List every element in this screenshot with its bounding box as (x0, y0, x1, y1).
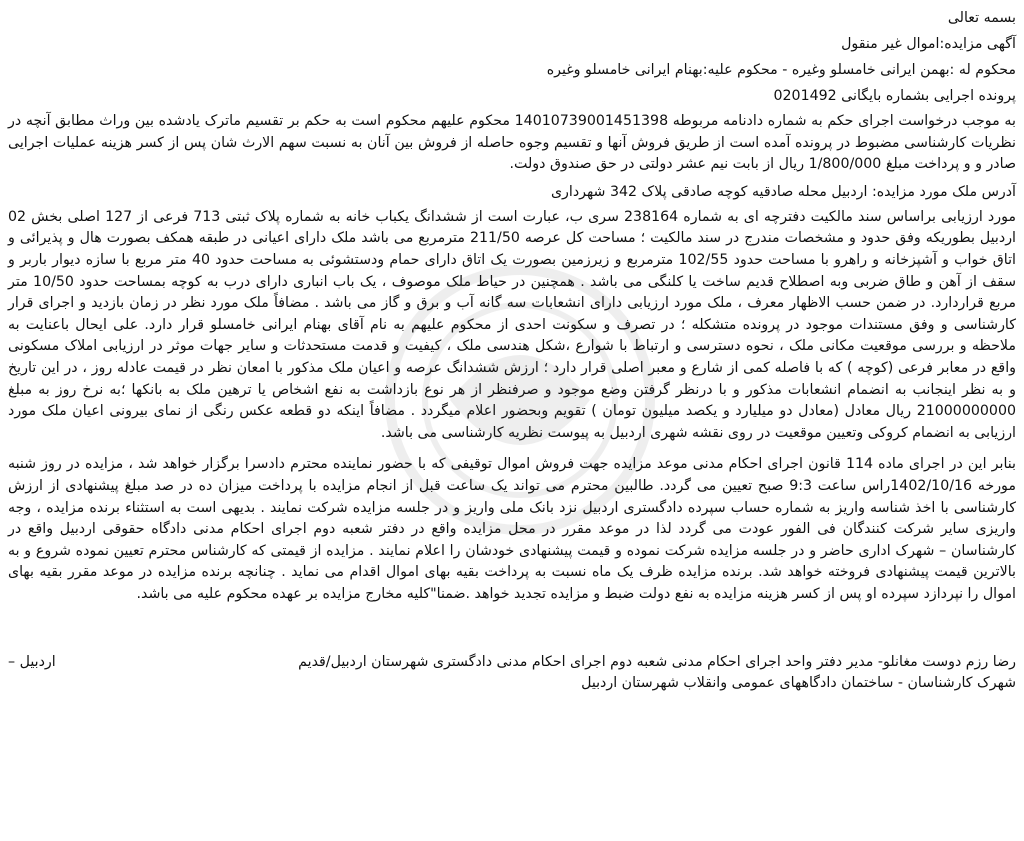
signature-official: رضا رزم دوست مغانلو- مدیر دفتر واحد اجرای احکام مدنی شعبه دوم اجرای احکام مدنی دادگستری شهرستان اردبیل/قدیم (298, 654, 1016, 671)
case-number-line: پرونده اجرایی بشماره بایگانی 0201492 (773, 88, 1016, 104)
paragraph-auction-terms: بنابر این در اجرای ماده 114 قانون اجرای احکام مدنی موعد مزایده جهت فروش اموال توقیفی که با حضور نماینده محترم دادسرا برگزار خواهد شد ، مزایده در روز شنبه مورخه 1402/10/16راس ساعت 9:3 صبح تعیین می گردد. طالبین محترم می تواند یک ساعت قبل از انجام مزایده با پرداخت میزان ده در صد مبلغ پیشنهادی از ارزش کارشناسی با اخذ شناسه واریز به شماره حساب سپرده دادگستری اردبیل نزد بانک ملی واریز و در جلسه مزایده شرکت نمایند . بدیهی است به استثناء برنده مزایده ، وجه واریزی سایر شرکت کنندگان فی الفور عودت می گردد لذا در موعد مقرر در محل مزایده واقع در دفتر شعبه دوم اجرای احکام مدنی دادگاه حقوقی اردبیل واقع در کارشناسان – شهرک اداری حاضر و در جلسه مزایده شرکت نموده و قیمت پیشنهادی خودشان را اعلام نمایند . مزایده از قیمتی که کارشناس محترم تعیین نموده شروع و به بالاترین قیمت پیشنهادی فروخته خواهد شد. برنده مزایده ظرف یک ماه نسبت به پرداخت بقیه بهای اموال اقدام می نماید . چنانچه برنده مزایده در موعد مقرر بقیه بهای اموال را نپردازد سپرده او پس از کسر هزینه مزایده به نفع دولت ضبط و مزایده تجدید خواهد .ضمنا"کلیه مخارج مزایده بر عهده محکوم علیه می باشد. (8, 456, 1016, 602)
signature-block (8, 651, 1016, 693)
signature-city: اردبیل – (8, 654, 56, 671)
bismillah-heading: بسمه تعالی (947, 10, 1016, 26)
notice-title: آگهی مزایده:اموال غیر منقول (841, 36, 1016, 52)
paragraph-property-description: مورد ارزیابی براساس سند مالکیت دفترچه ای به شماره 238164 سری ب، عبارت است از ششدانگ یکباب خانه به شماره پلاک ثبتی 713 فرعی از 127 اصلی بخش 02 اردبیل بطوریکه وفق حدود و مشخصات مندرج در سند مالکیت ؛ مساحت کل عرصه 211/50 مترمربع می باشد ملک دارای اعیانی در طبقه همکف بصورت هال و پذیرائی و اتاق خواب و آشپزخانه و راهرو با مساحت حدود 102/55 مترمربع و زیرزمین بصورت یک اتاق دارای حمام ودستشوئی به مساحت حدود 40 متر مربع با سازه دیوار باربر و سقف از آهن و طاق ضربی وبه اصطلاح قدیم ساخت یا کلنگی می باشد . همچنین در حیاط ملک موصوف ، یک باب انباری دارای درب به کوچه بمساحت حدود 10/50 متر مربع قراردارد. در ضمن حسب الاظهار معرف ، ملک مورد ارزیابی دارای انشعابات سه گانه آب و برق و گاز می باشد . مضافاً ملک مورد نظر در زمان بازدید و اجرای قرار کارشناسی و وفق مستندات موجود در پرونده متشکله ؛ در تصرف و سکونت احدی از محکوم علیهم به نام آقای بهنام ایرانی خامسلو قرار دارد. علی ایحال باعنایت به ملاحظه و بررسی موقعیت مکانی ملک ، نحوه دسترسی و ارتباط با شوارع ،شکل هندسی ملک ، کیفیت و قدمت مستحدثات و سایر جهات موثر در ارزیابی املاک مسکونی واقع در معابر فرعی (کوچه ) که با فاصله کمی از شارع و معبر اصلی قرار دارد ؛ ارزش ششدانگ عرصه و اعیان ملک مذکور با امعان نظر در قیمت عادله روز ، در این تاریخ و به نظر اینجانب به انضمام انشعابات مذکور و با درنظر گرفتن وضع موجود و صرفنظر از هر نوع بازداشت به نفع اشخاص یا ترهین ملک به بانکها ؛به نرخ روز به مبلغ 21000000000 ریال معادل (معادل دو میلیارد و یکصد میلیون تومان ) تقویم وبحضور اعلام میگردد . مضافاً اینکه دو قطعه عکس رنگی از نمای بیرونی اعیان ملک مورد ارزیابی به انضمام کروکی وتعیین موقعیت در روی نقشه شهری اردبیل به پیوست نظریه کارشناسی می باشد. (8, 208, 1017, 441)
paragraph-judgment: به موجب درخواست اجرای حکم به شماره دادنامه مربوطه 14010739001451398 محکوم علیهم محکوم است به حکم بر تقسیم ماترک یادشده بین وراث مطابق آنچه در نظریات کارشناسی مضبوط در پرونده آمده است از طریق فروش آنها و تقسیم وجوه حاصله از فروش بین آنان به نسبت سهم الارث شان پس از کسر هزینه عملیات اجرایی صادر و و پرداخت مبلغ 1/800/000 ریال از بابت نیم عشر دولتی در حق صندوق دولت. (8, 113, 1016, 173)
parties-line: محکوم له :بهمن ایرانی خامسلو وغیره - محکوم علیه:بهنام ایرانی خامسلو وغیره (546, 62, 1016, 78)
property-address: آدرس ملک مورد مزایده: اردبیل محله صادقیه کوچه صادقی پلاک 342 شهرداری (550, 183, 1016, 200)
signature-line-1 (8, 651, 1016, 673)
signature-address: شهرک کارشناسان - ساختمان دادگاههای عمومی وانقلاب شهرستان اردبیل (581, 675, 1016, 692)
